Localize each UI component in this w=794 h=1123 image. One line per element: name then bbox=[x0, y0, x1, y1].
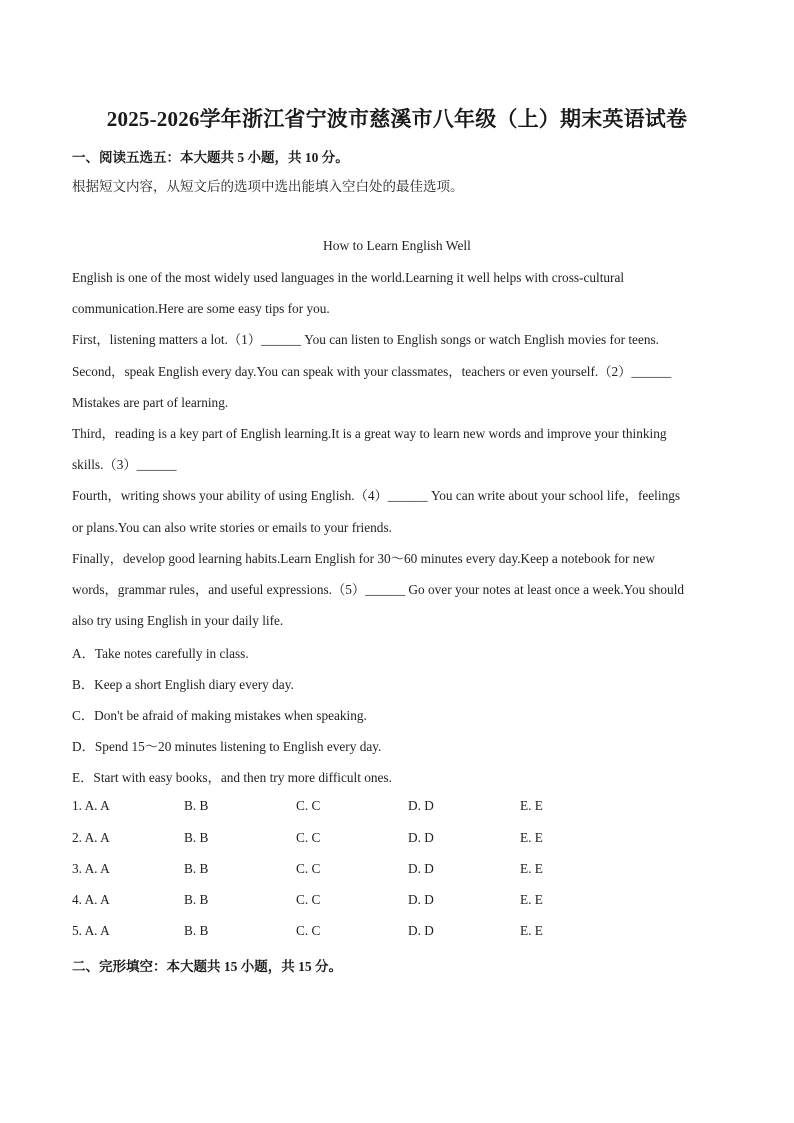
option-e: E．Start with easy books，and then try more difficult ones. bbox=[72, 770, 392, 785]
option-b: B．Keep a short English diary every day. bbox=[72, 677, 294, 692]
question-choice[interactable]: 3. A. A bbox=[72, 861, 110, 876]
instruction-text: 根据短文内容，从短文后的选项中选出能填入空白处的最佳选项。 bbox=[72, 179, 464, 194]
question-choice[interactable]: 2. A. A bbox=[72, 830, 110, 845]
passage-line: also try using English in your daily life. bbox=[72, 613, 284, 628]
question-row bbox=[72, 830, 732, 850]
question-choice[interactable]: C. C bbox=[296, 861, 321, 876]
question-choice[interactable]: C. C bbox=[296, 892, 321, 907]
question-choice[interactable]: D. D bbox=[408, 923, 434, 938]
passage-line: Third，reading is a key part of English learning.It is a great way to learn new words and improve your thinking bbox=[72, 426, 667, 441]
question-choice[interactable]: D. D bbox=[408, 830, 434, 845]
question-choice[interactable]: 4. A. A bbox=[72, 892, 110, 907]
passage-line: skills.（3）______ bbox=[72, 457, 177, 472]
question-row bbox=[72, 798, 732, 818]
question-choice[interactable]: E. E bbox=[520, 892, 543, 907]
question-choice[interactable]: 5. A. A bbox=[72, 923, 110, 938]
question-choice[interactable]: 1. A. A bbox=[72, 798, 110, 813]
option-d: D．Spend 15～20 minutes listening to English every day. bbox=[72, 739, 382, 754]
passage-line: or plans.You can also write stories or emails to your friends. bbox=[72, 520, 392, 535]
question-choice[interactable]: B. B bbox=[184, 830, 209, 845]
question-choice[interactable]: C. C bbox=[296, 798, 321, 813]
question-choice[interactable]: D. D bbox=[408, 892, 434, 907]
passage-line: Mistakes are part of learning. bbox=[72, 395, 229, 410]
passage-line: Second，speak English every day.You can speak with your classmates，teachers or even yourself.（2）______ bbox=[72, 364, 672, 379]
passage-line: First，listening matters a lot.（1）______ You can listen to English songs or watch English movies for teens. bbox=[72, 332, 659, 347]
option-a: A．Take notes carefully in class. bbox=[72, 646, 249, 661]
passage-line: words，grammar rules，and useful expressions.（5）______ Go over your notes at least once a week.You should bbox=[72, 582, 685, 597]
question-choice[interactable]: B. B bbox=[184, 892, 209, 907]
question-choice[interactable]: B. B bbox=[184, 923, 209, 938]
exam-title: 2025-2026学年浙江省宁波市慈溪市八年级（上）期末英语试卷 bbox=[106, 107, 688, 131]
question-row bbox=[72, 892, 732, 912]
question-choice[interactable]: E. E bbox=[520, 798, 543, 813]
option-c: C．Don't be afraid of making mistakes when speaking. bbox=[72, 708, 367, 723]
question-choice[interactable]: B. B bbox=[184, 798, 209, 813]
question-choice[interactable]: E. E bbox=[520, 923, 543, 938]
question-row bbox=[72, 923, 732, 943]
passage-line: English is one of the most widely used languages in the world.Learning it well helps with cross-cultural bbox=[72, 270, 625, 285]
question-choice[interactable]: E. E bbox=[520, 830, 543, 845]
passage-line: Finally，develop good learning habits.Learn English for 30～60 minutes every day.Keep a notebook for new bbox=[72, 551, 655, 566]
section-2-heading: 二、完形填空：本大题共 15 小题，共 15 分。 bbox=[72, 959, 342, 974]
question-choice[interactable]: B. B bbox=[184, 861, 209, 876]
section-1-heading: 一、阅读五选五：本大题共 5 小题，共 10 分。 bbox=[72, 150, 349, 165]
question-choice[interactable]: D. D bbox=[408, 798, 434, 813]
question-choice[interactable]: C. C bbox=[296, 923, 321, 938]
question-choice[interactable]: D. D bbox=[408, 861, 434, 876]
question-row bbox=[72, 861, 732, 881]
passage-line: Fourth，writing shows your ability of using English.（4）______ You can write about your school life，feelings bbox=[72, 488, 681, 503]
passage-title: How to Learn English Well bbox=[323, 238, 471, 253]
question-choice[interactable]: C. C bbox=[296, 830, 321, 845]
question-choice[interactable]: E. E bbox=[520, 861, 543, 876]
passage-line: communication.Here are some easy tips for you. bbox=[72, 301, 330, 316]
